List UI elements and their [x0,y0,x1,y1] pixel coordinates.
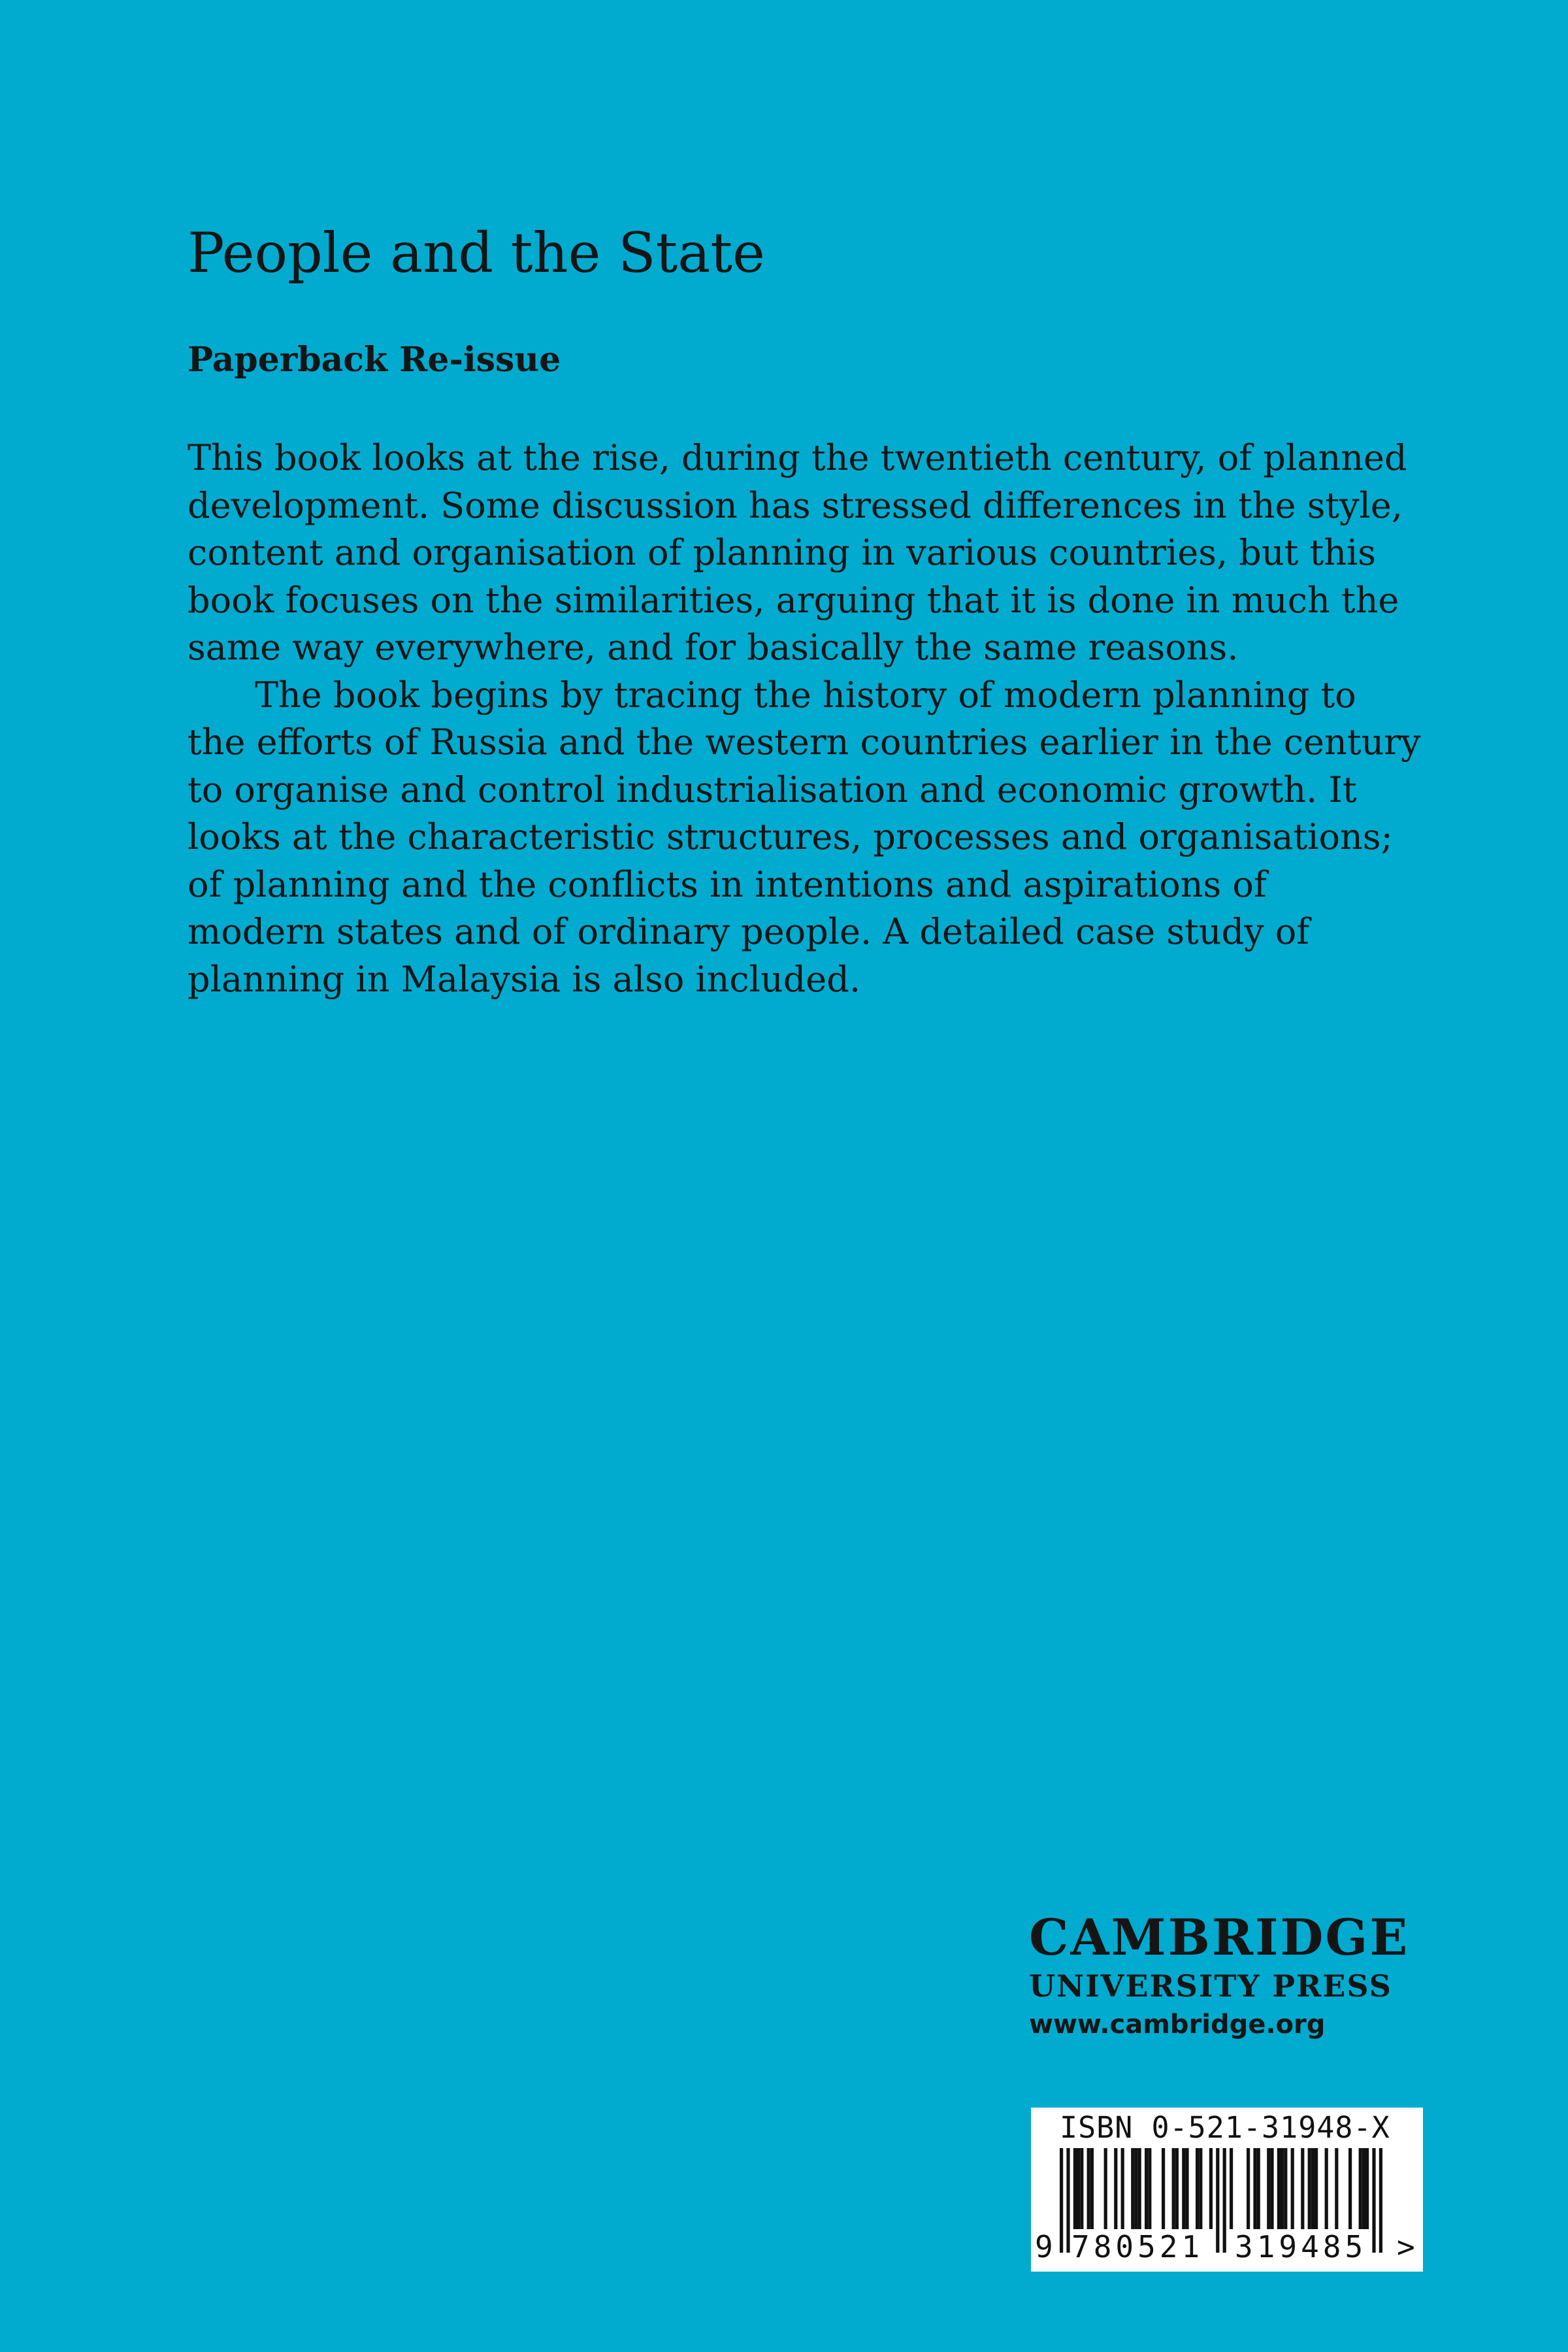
barcode-bar [1257,2148,1260,2229]
barcode-bar [1284,2148,1287,2229]
barcode-bar [1291,2148,1294,2229]
barcode-bar [1359,2148,1362,2229]
barcode-bar [1315,2148,1318,2229]
blurb-line: The book begins by tracing the history of modern planning to [255,674,1356,716]
barcode-bar [1209,2148,1213,2229]
barcode-bar [1301,2148,1304,2229]
barcode-bar [1372,2148,1375,2253]
barcode-lead-digit: 9 [1035,2229,1053,2264]
barcode-bar [1066,2148,1070,2253]
barcode-bar [1185,2148,1188,2229]
publisher-url: www.cambridge.org [1029,2010,1326,2040]
barcode-bar [1172,2148,1175,2229]
blurb-line: This book looks at the rise, during the twentieth century, of planned [188,437,1407,478]
barcode-bar [1121,2148,1124,2229]
barcode-bar [1348,2148,1352,2229]
barcode-bar [1230,2148,1233,2229]
barcode-bar [1308,2148,1311,2229]
blurb-line: book focuses on the similarities, arguing that it is done in much the [188,579,1399,621]
barcode-bar [1182,2148,1185,2229]
blurb-line: looks at the characteristic structures, processes and organisations; [188,816,1393,857]
barcode-bar [1379,2148,1382,2253]
barcode-bar [1365,2148,1369,2229]
barcode-bar [1131,2148,1134,2229]
barcode-bar [1223,2148,1226,2253]
barcode-bar [1087,2148,1090,2229]
barcode-bar [1253,2148,1256,2229]
blurb-line: development. Some discussion has stressed differences in the style, [188,484,1403,526]
blurb-line: of planning and the conflicts in intentions and aspirations of [188,863,1267,905]
publisher-name: CAMBRIDGE [1029,1908,1410,1966]
barcode-bar [1175,2148,1179,2229]
barcode-bar [1281,2148,1284,2229]
barcode-bar [1148,2148,1151,2229]
barcode-bar [1335,2148,1338,2229]
edition-subtitle: Paperback Re-issue [188,340,561,380]
barcode-bar [1060,2148,1063,2253]
barcode-bar [1311,2148,1315,2229]
blurb-line: the efforts of Russia and the western countries earlier in the century [188,721,1421,763]
barcode-bar [1134,2148,1137,2229]
blurb-line: planning in Malaysia is also included. [188,958,860,1000]
barcode-bar [1073,2148,1077,2229]
isbn-barcode [1031,2108,1423,2272]
blurb-line: to organise and control industrialisation and economic growth. It [188,769,1357,810]
blurb-line: content and organisation of planning in various countries, but this [188,532,1376,573]
barcode-bar [1104,2148,1107,2229]
barcode-bar [1270,2148,1273,2229]
barcode-left-digits: 780521 [1071,2229,1204,2264]
barcode-bar [1196,2148,1199,2229]
barcode-bar [1362,2148,1365,2229]
blurb-line: same way everywhere, and for basically the same reasons. [188,627,1239,668]
barcode-bar [1199,2148,1202,2229]
barcode-bar [1267,2148,1270,2229]
publisher-subname: UNIVERSITY PRESS [1029,1968,1392,2004]
publisher-logo [1029,1908,1421,2044]
barcode-bar [1138,2148,1141,2229]
barcode-bar [1162,2148,1165,2229]
barcode-bar [1114,2148,1117,2229]
barcode-bar [1145,2148,1148,2229]
book-description [188,435,1429,1003]
barcode-bar [1077,2148,1080,2229]
barcode-bar [1090,2148,1094,2229]
book-title: People and the State [188,221,765,285]
barcode-bar [1277,2148,1281,2229]
barcode-bar [1080,2148,1083,2229]
barcode-end-mark: > [1397,2229,1415,2264]
barcode-bar [1247,2148,1250,2229]
barcode-right-digits: 319485 [1235,2229,1367,2264]
barcode-bar [1216,2148,1219,2253]
isbn-label: ISBN 0-521-31948-X [1060,2110,1390,2145]
barcode-bar [1325,2148,1328,2229]
blurb-line: modern states and of ordinary people. A detailed case study of [188,911,1310,952]
